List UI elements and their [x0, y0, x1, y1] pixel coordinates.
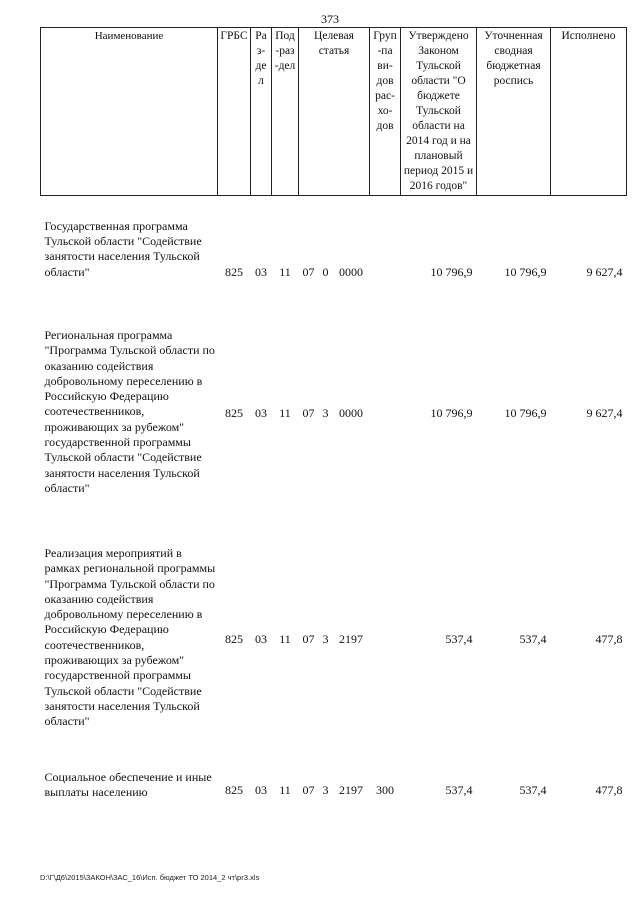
- column-header-approved: Утверждено Законом Тульской области "О бюджете Тульской области на 2014 год и на плановый период 2015 и 2016 годов": [401, 28, 477, 196]
- column-header-refined: Уточненная сводная бюджетная роспись: [477, 28, 551, 196]
- spacer-row: [41, 280, 627, 328]
- row-razdel: 03: [255, 782, 267, 797]
- table-row: [41, 546, 627, 733]
- row-approved: 537,4: [445, 782, 473, 797]
- row-razdel: 03: [255, 405, 267, 420]
- row-cs-code: 0000: [339, 405, 363, 420]
- row-podrazdel: 11: [279, 782, 291, 797]
- row-vid: 300: [376, 782, 395, 797]
- budget-table: [40, 27, 627, 810]
- row-podrazdel: 11: [279, 405, 291, 420]
- row-refined: 10 796,9: [504, 265, 547, 279]
- row-cs-sub: 3: [322, 632, 329, 646]
- table-row: [41, 216, 627, 280]
- row-grbs: 825: [225, 782, 243, 797]
- page-number: 373: [321, 12, 339, 26]
- row-approved: 537,4: [445, 632, 473, 646]
- table-header-row: [41, 28, 627, 196]
- budget-sheet: [40, 27, 626, 810]
- row-refined: 537,4: [519, 782, 547, 797]
- row-name: Государственная программа Тульской области "Содействие занятости населения Тульской области": [44, 218, 202, 279]
- footer-file-path: D:\Г\Д6\2015\ЗАКОН\ЗАС_16\Исп. бюджет ТО 2014_2 чт\рг3.xls: [40, 873, 260, 882]
- row-vid: [370, 328, 401, 498]
- row-grbs: 825: [225, 405, 243, 420]
- row-approved: 10 796,9: [430, 405, 473, 420]
- row-cs-sub: 3: [322, 405, 329, 420]
- row-cs-program: 07: [302, 632, 315, 646]
- row-approved: 10 796,9: [430, 265, 473, 279]
- row-cs-program: 07: [302, 405, 315, 420]
- row-podrazdel: 11: [279, 632, 291, 646]
- column-header-grbs: ГРБС: [218, 28, 251, 196]
- row-cs-sub: 3: [322, 782, 329, 797]
- column-header-razdel: Раз-дел: [251, 28, 272, 196]
- column-header-expense-type-group: Груп-па ви-дов рас-хо-дов: [370, 28, 401, 196]
- row-cs-code: 2197: [339, 632, 363, 646]
- row-vid: [370, 546, 401, 733]
- row-executed: 9 627,4: [586, 405, 623, 420]
- row-executed: 477,8: [595, 782, 623, 797]
- row-refined: 10 796,9: [504, 405, 547, 420]
- row-podrazdel: 11: [279, 265, 291, 279]
- row-cs-code: 0000: [339, 265, 363, 279]
- spacer-row: [41, 498, 627, 546]
- table-row: [41, 328, 627, 498]
- row-refined: 537,4: [519, 632, 547, 646]
- row-cs-sub: 0: [322, 265, 329, 279]
- column-header-target-article: Целевая статья: [299, 28, 370, 196]
- column-header-name: Наименование: [41, 28, 218, 196]
- row-name: Реализация мероприятий в рамках региональной программы "Программа Тульской области по оказанию содействия добровольному переселению в Российскую Федерацию соотечественников, проживающих за рубежом" государственной программы Тульской области "Содействие занятости населения Тульской области": [44, 546, 216, 729]
- table-row: [41, 770, 627, 810]
- row-cs-program: 07: [302, 782, 315, 797]
- row-grbs: 825: [225, 632, 243, 646]
- row-cs-program: 07: [302, 265, 315, 279]
- row-razdel: 03: [255, 632, 267, 646]
- row-vid: [370, 216, 401, 280]
- row-name: Социальное обеспечение и иные выплаты населению: [44, 770, 212, 800]
- column-header-podrazdel: Под-раз-дел: [272, 28, 299, 196]
- column-header-executed: Исполнено: [551, 28, 627, 196]
- row-executed: 9 627,4: [586, 265, 623, 279]
- row-name: Региональная программа "Программа Тульской области по оказанию содействия добровольному переселению в Российскую Федерацию соотечественников, проживающих за рубежом" государственной программы Тульской области "Содействие занятости населения Тульской области": [44, 328, 215, 495]
- row-grbs: 825: [225, 265, 243, 279]
- spacer-row: [41, 733, 627, 770]
- spacer-row: [41, 196, 627, 217]
- row-razdel: 03: [255, 265, 267, 279]
- row-cs-code: 2197: [339, 782, 363, 797]
- row-executed: 477,8: [595, 632, 623, 646]
